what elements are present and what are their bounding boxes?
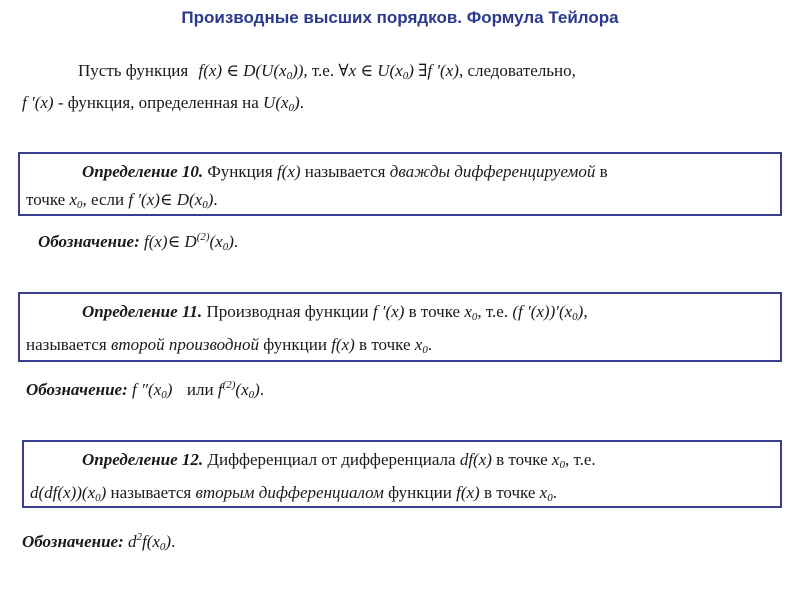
def11-line-1: Определение 11. Производная функции f ′(x) в точке $x_0$, т.е. (f $'(x))'(x_0)$, (82, 302, 588, 323)
notation-2-formula-a: f $''(x_0)$ (131, 380, 173, 401)
slide-title: Производные высших порядков. Формула Тейлора (181, 8, 619, 27)
def12-formula-dfx: df(x) (459, 450, 492, 469)
def11-term: второй производной (110, 335, 259, 354)
def12-line-2: $d(df(x))(x_0)$ называется вторым дифференциалом функции f(x) в точке $x_0$. (30, 483, 557, 504)
def10-label: Определение 10. (82, 162, 204, 181)
def11-formula-deriv: (f $'(x))'(x_0)$ (512, 302, 584, 323)
def12-formula-fx: f(x) (456, 483, 480, 502)
notation-3-formula: $d^2f(x_0)$ (127, 531, 172, 553)
formula-forall: ∀x ∈ $U(x_0)$ ∃f ′(x) (338, 61, 459, 82)
def12-text-1: Дифференциал от дифференциала (207, 450, 456, 469)
def12-formula-ddf: $d(df(x))(x_0)$ (30, 483, 107, 504)
def10-formula-fx: f(x) (276, 162, 301, 181)
intro-text-2: , т.е. (303, 61, 335, 80)
definition-12-box (22, 440, 782, 508)
intro-text-1: Пусть функция (78, 61, 189, 80)
intro-line-2: f ′(x) - функция, определенная на $U(x_0)$. (22, 93, 304, 114)
def10-text-1: Функция (207, 162, 273, 181)
def10-line-1 (26, 158, 774, 186)
def12-line-1 (30, 446, 774, 479)
def11-text-6: в точке (359, 335, 411, 354)
notation-1-formula: f(x)∈ $D^{(2)}(x_0)$ (143, 231, 234, 253)
definition-10-box (18, 152, 782, 216)
def11-text-5: функции (263, 335, 327, 354)
def11-line-2: называется второй производной функции f(x) в точке $x_0$. (26, 335, 433, 356)
notation-2: Обозначение: f $''(x_0)$ или $f^{(2)}(x_0)$. (26, 379, 265, 401)
def11-text-3: , т.е. (477, 302, 509, 321)
def11-formula-x0: $x_0$ (464, 302, 478, 323)
notation-2-or: или (186, 380, 214, 399)
notation-3-label: Обозначение: (22, 532, 124, 551)
formula-fprime: f ′(x) (22, 93, 54, 112)
def11-formula-fx: f(x) (331, 335, 355, 354)
def10-formula-cond: f ′(x)∈ $D(x_0)$ (128, 190, 214, 211)
formula-ux0: $U(x_0)$ (263, 93, 300, 114)
def11-formula-x0-2: $x_0$ (414, 335, 428, 356)
def10-text-2: называется (304, 162, 386, 181)
def11-text-2: в точке (408, 302, 461, 321)
notation-2-formula-b: $f^{(2)}(x_0)$ (217, 379, 260, 401)
def12-text-6: в точке (483, 483, 536, 502)
def10-line-2: точке $x_0$, если f ′(x)∈ $D(x_0)$. (26, 190, 218, 211)
def11-text-4: называется (26, 335, 107, 354)
def12-text-2: в точке (496, 450, 548, 469)
formula-fx: f(x) ∈ $D(U(x_0))$ (198, 61, 304, 82)
def10-text-4: точке (26, 190, 66, 209)
intro-text-4: - функция, определенная на (57, 93, 259, 112)
def12-text-4: называется (110, 483, 192, 502)
def12-text-5: функции (388, 483, 452, 502)
def12-label: Определение 12. (82, 450, 204, 469)
def10-formula-x0: $x_0$ (69, 190, 83, 211)
def11-text-1: Производная функции (206, 302, 369, 321)
def10-term: дважды дифференцируемой (389, 162, 596, 181)
def12-formula-x0: $x_0$ (551, 450, 565, 471)
def11-formula-fprime: f ′(x) (372, 302, 405, 321)
def10-text-3: в (599, 162, 608, 181)
notation-1-label: Обозначение: (38, 232, 140, 251)
definition-11-box (18, 292, 782, 362)
def11-label: Определение 11. (82, 302, 203, 321)
notation-1: Обозначение: f(x)∈ $D^{(2)}(x_0)$. (38, 231, 239, 253)
intro-text-3: , следовательно, (458, 61, 576, 80)
def12-term: вторым дифференциалом (195, 483, 384, 502)
def10-text-5: , если (82, 190, 125, 209)
notation-2-label: Обозначение: (26, 380, 128, 399)
intro-line-1 (78, 56, 576, 91)
notation-3: Обозначение: $d^2f(x_0)$. (22, 531, 176, 553)
def12-formula-x0-2: $x_0$ (539, 483, 553, 504)
def12-text-3: , т.е. (564, 450, 596, 469)
